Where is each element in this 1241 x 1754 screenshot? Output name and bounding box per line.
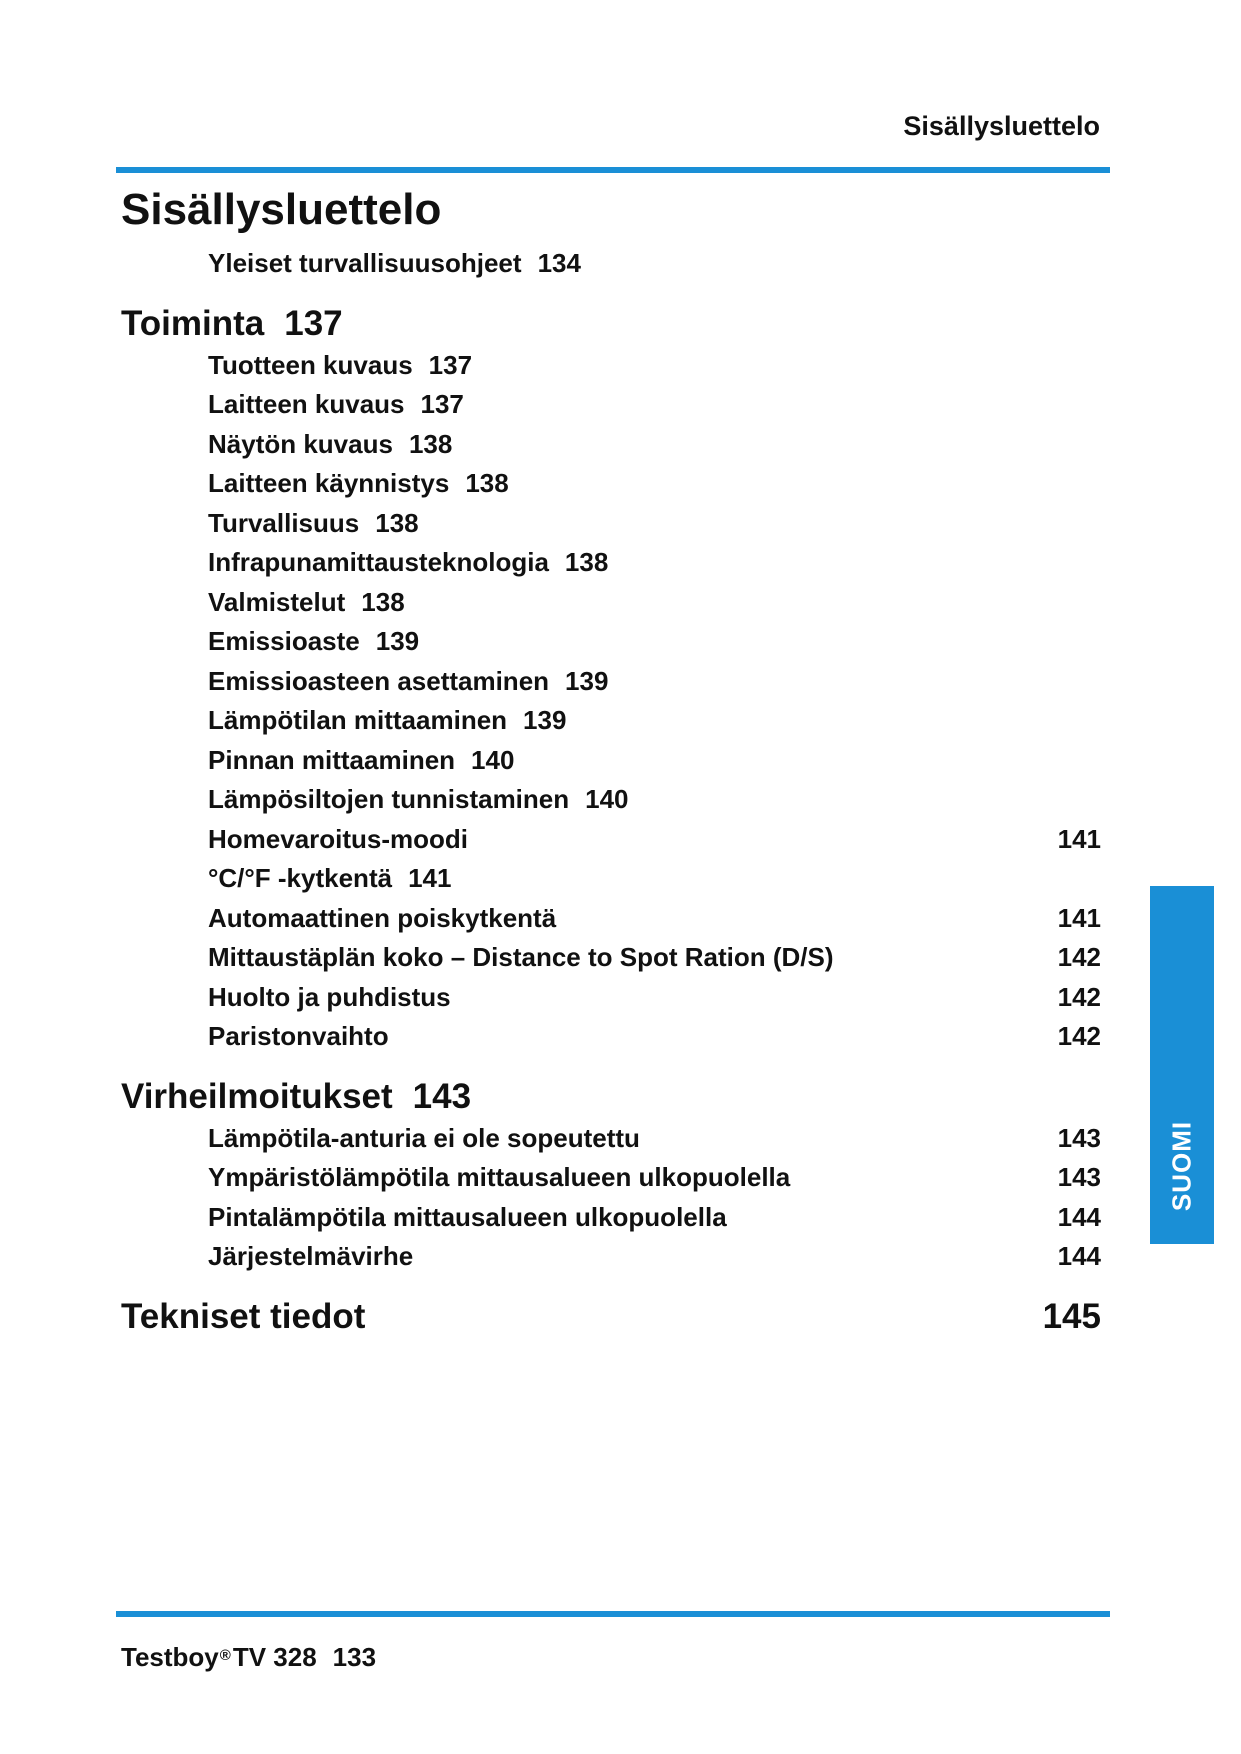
- toc-entry[interactable]: [121, 859, 1101, 899]
- footer-rule: [116, 1611, 1110, 1617]
- toc-entry-page: 134: [537, 248, 581, 278]
- toc-entry[interactable]: [121, 662, 1101, 702]
- toc-entry-label: Automaattinen poiskytkentä: [208, 902, 557, 933]
- toc-entry[interactable]: [121, 1017, 1101, 1057]
- toc-entry[interactable]: [121, 622, 1101, 662]
- toc-entry-label: Ympäristölämpötila mittausalueen ulkopuolella: [208, 1162, 791, 1192]
- toc-entry-page: 140: [471, 744, 515, 775]
- toc-entry-label: Tuotteen kuvaus: [208, 349, 413, 380]
- toc-entry[interactable]: [121, 1198, 1101, 1238]
- toc-entry[interactable]: [121, 464, 1101, 504]
- toc-section-page: 137: [284, 303, 343, 343]
- language-tab-label: SUOMI: [1166, 1120, 1197, 1212]
- header-rule: [116, 167, 1110, 173]
- toc-entry-page: 141: [1057, 823, 1101, 854]
- page-footer: [121, 1640, 376, 1673]
- toc-entry-page: 139: [375, 626, 420, 656]
- toc-entry-page: 137: [420, 389, 464, 419]
- toc-entry-label: Lämpötila-anturia ei ole sopeutettu: [208, 1122, 640, 1153]
- toc-entry-page: 139: [523, 705, 567, 735]
- toc-entry[interactable]: [121, 504, 1101, 544]
- table-of-contents: [121, 182, 1101, 1339]
- toc-entry-page: 139: [565, 665, 609, 696]
- toc-entry-label: Emissioasteen asettaminen: [208, 665, 550, 696]
- toc-entry-label: Huolto ja puhdistus: [208, 981, 451, 1012]
- toc-entry-page: 138: [375, 507, 419, 538]
- toc-entry-page: 142: [1057, 981, 1101, 1012]
- toc-entry[interactable]: [121, 978, 1101, 1018]
- toc-entry[interactable]: [121, 1158, 1101, 1198]
- toc-section-title: Toiminta: [121, 303, 265, 343]
- toc-entry-page: 141: [1057, 902, 1101, 933]
- toc-entry[interactable]: [121, 701, 1101, 741]
- toc-entry-page: 144: [1057, 1201, 1101, 1232]
- toc-entry-page: 142: [1057, 942, 1101, 972]
- toc-entry-page: 144: [1057, 1241, 1101, 1271]
- toc-entry-label: Pintalämpötila mittausalueen ulkopuolella: [208, 1201, 727, 1232]
- toc-entry-label: Näytön kuvaus: [208, 428, 393, 459]
- toc-entry-label: Paristonvaihto: [208, 1021, 389, 1051]
- toc-entry-label: Turvallisuus: [208, 507, 360, 538]
- language-tab: [1150, 886, 1214, 1244]
- toc-entry[interactable]: [121, 938, 1101, 978]
- toc-entry[interactable]: [121, 346, 1101, 386]
- toc-entry-label: Mittaustäplän koko – Distance to Spot Ration (D/S): [208, 942, 834, 972]
- toc-entry-page: 138: [361, 586, 405, 617]
- toc-entry-label: Järjestelmävirhe: [208, 1241, 414, 1271]
- toc-entry-label: Laitteen kuvaus: [208, 389, 405, 419]
- toc-entry[interactable]: [121, 741, 1101, 781]
- toc-entry[interactable]: [121, 780, 1101, 820]
- toc-entry-page: 138: [408, 428, 453, 459]
- toc-title: Sisällysluettelo: [121, 185, 442, 234]
- toc-entry-page: 143: [1057, 1162, 1101, 1192]
- toc-section-page: 143: [412, 1076, 472, 1116]
- toc-section-virheilmoitukset[interactable]: [121, 1075, 1101, 1119]
- toc-entry-page: 141: [408, 863, 452, 893]
- toc-entry-label: Lämpösiltojen tunnistaminen: [208, 784, 570, 814]
- toc-section-toiminta[interactable]: [121, 302, 1101, 346]
- toc-entry-label: Valmistelut: [208, 586, 346, 617]
- toc-entry-label: Lämpötilan mittaaminen: [208, 705, 508, 735]
- toc-section-title: Virheilmoitukset: [121, 1076, 393, 1116]
- toc-entry[interactable]: [121, 820, 1101, 860]
- registered-mark: ®: [219, 1647, 231, 1664]
- toc-entry-page: 143: [1057, 1122, 1101, 1153]
- footer-brand: Testboy: [121, 1642, 219, 1672]
- toc-entry-label: °C/°F -kytkentä: [208, 863, 393, 893]
- toc-section-title: Tekniset tiedot: [121, 1296, 366, 1336]
- toc-entry[interactable]: [121, 899, 1101, 939]
- toc-section-tekniset-tiedot[interactable]: [121, 1295, 1101, 1339]
- toc-entry-label: Emissioaste: [208, 626, 360, 656]
- toc-section-page: 145: [1042, 1296, 1101, 1336]
- toc-entry-label: Yleiset turvallisuusohjeet: [208, 248, 522, 278]
- toc-entry-page: 138: [465, 468, 509, 498]
- toc-entry-label: Infrapunamittausteknologia: [208, 547, 549, 577]
- footer-model: TV 328: [232, 1642, 317, 1672]
- toc-entry[interactable]: [121, 543, 1101, 583]
- toc-entry[interactable]: [121, 1119, 1101, 1159]
- toc-entry-page: 137: [428, 349, 473, 380]
- toc-entry-page: 140: [585, 784, 629, 814]
- toc-entry[interactable]: [121, 244, 1101, 284]
- toc-entry-page: 142: [1057, 1021, 1101, 1051]
- toc-entry-page: 138: [564, 547, 609, 577]
- toc-entry[interactable]: [121, 1237, 1101, 1277]
- toc-entry-label: Homevaroitus-moodi: [208, 823, 469, 854]
- toc-entry-label: Laitteen käynnistys: [208, 468, 450, 498]
- toc-entry[interactable]: [121, 583, 1101, 623]
- running-header: Sisällysluettelo: [903, 111, 1100, 141]
- toc-entry-label: Pinnan mittaaminen: [208, 744, 456, 775]
- toc-entry[interactable]: [121, 425, 1101, 465]
- toc-entry[interactable]: [121, 385, 1101, 425]
- footer-page-number: 133: [332, 1642, 377, 1672]
